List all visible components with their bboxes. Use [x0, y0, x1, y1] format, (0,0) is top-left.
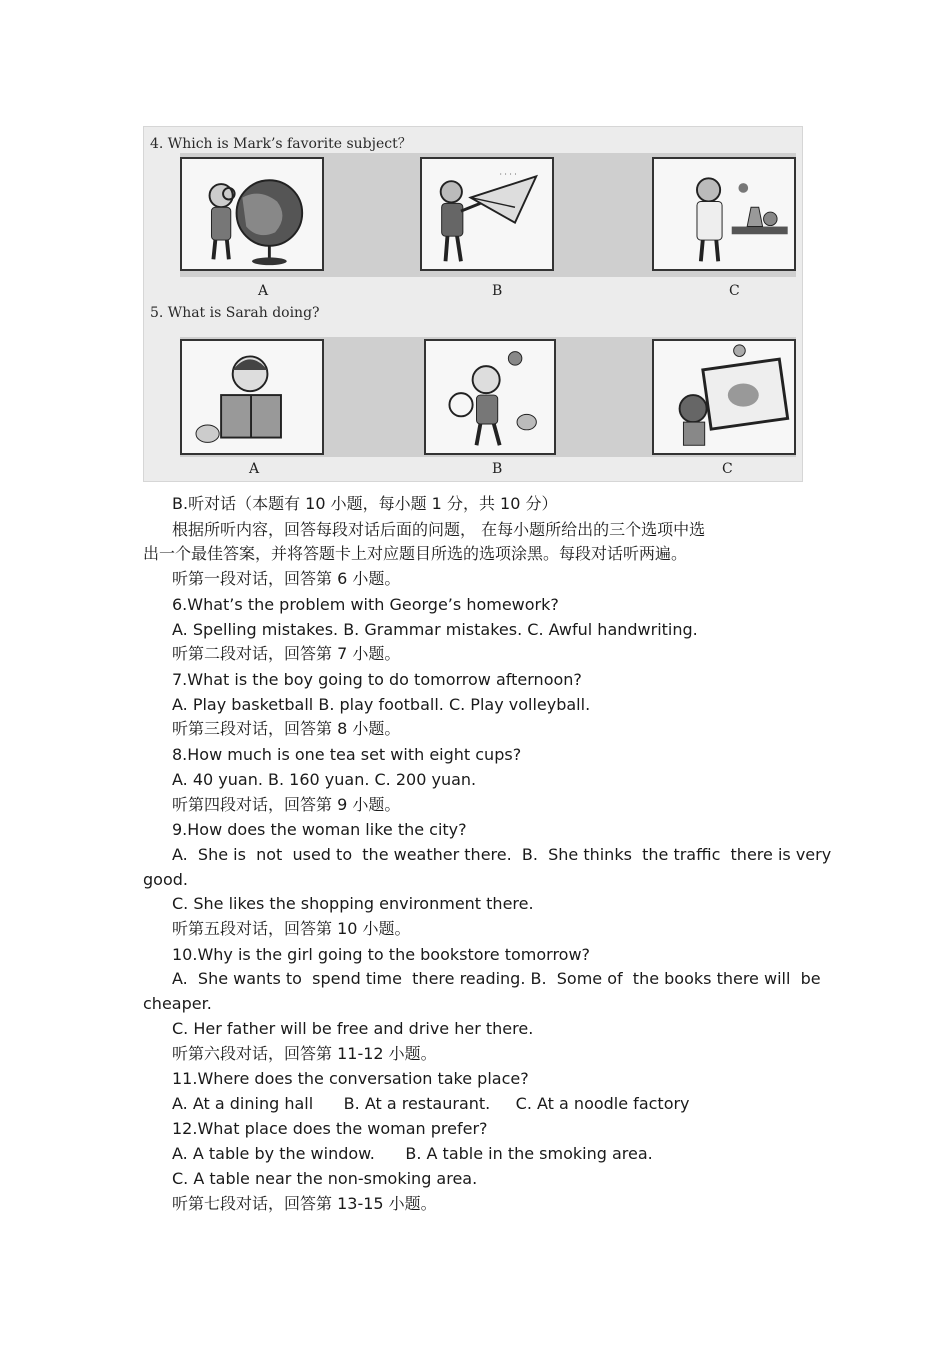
question-10-option-ab: A. She wants to spend time there reading. B. Some of the books there will be — [172, 969, 821, 988]
question-10-option-ab-cont: cheaper. — [143, 994, 212, 1013]
instruction-line-2: 出一个最佳答案，并将答题卡上对应题目所选的选项涂黑。每段对话听两遍。 — [143, 544, 688, 563]
question-4-pictures — [180, 157, 796, 271]
question-6-options: A. Spelling mistakes. B. Grammar mistakes. C. Awful handwriting. — [172, 620, 698, 639]
question-11: 11.Where does the conversation take place? — [172, 1069, 529, 1088]
question-4-label: 4. Which is Mark’s favorite subject？ — [150, 136, 412, 152]
question-5-pictures — [180, 339, 796, 455]
instruction-line-1: 根据所听内容，回答每段对话后面的问题， 在每小题所给出的三个选项中选 — [172, 520, 706, 539]
question-11-options: A. At a dining hall B. At a restaurant. C. At a noodle factory — [172, 1094, 690, 1113]
q4-option-c: C — [729, 283, 740, 299]
question-7: 7.What is the boy going to do tomorrow afternoon? — [172, 670, 582, 689]
question-6: 6.What’s the problem with George’s homework? — [172, 595, 559, 614]
picture-painting — [652, 339, 796, 455]
dialogue-3-heading: 听第三段对话，回答第 8 小题。 — [172, 719, 401, 738]
question-figure — [143, 126, 803, 482]
picture-science-lab — [652, 157, 796, 271]
q4-option-a: A — [258, 283, 269, 299]
question-8-options: A. 40 yuan. B. 160 yuan. C. 200 yuan. — [172, 770, 477, 789]
question-9-option-c: C. She likes the shopping environment there. — [172, 894, 534, 913]
question-10: 10.Why is the girl going to the bookstore tomorrow? — [172, 945, 591, 964]
picture-reading — [180, 339, 324, 455]
picture-paper-plane — [420, 157, 554, 271]
dialogue-6-heading: 听第六段对话，回答第 11-12 小题。 — [172, 1044, 437, 1063]
dialogue-5-heading: 听第五段对话，回答第 10 小题。 — [172, 919, 411, 938]
question-8: 8.How much is one tea set with eight cups? — [172, 745, 522, 764]
picture-tennis — [424, 339, 556, 455]
picture-globe — [180, 157, 324, 271]
dialogue-2-heading: 听第二段对话，回答第 7 小题。 — [172, 644, 401, 663]
q5-option-c: C — [722, 461, 733, 477]
section-heading: B.听对话（本题有 10 小题，每小题 1 分，共 10 分） — [172, 494, 558, 513]
question-9-option-ab-cont: good. — [143, 870, 188, 889]
q4-option-b: B — [492, 283, 503, 299]
q5-option-b: B — [492, 461, 503, 477]
question-7-options: A. Play basketball B. play football. C. Play volleyball. — [172, 695, 591, 714]
dialogue-4-heading: 听第四段对话，回答第 9 小题。 — [172, 795, 401, 814]
question-5-label: 5. What is Sarah doing? — [150, 305, 320, 321]
question-12-option-c: C. A table near the non-smoking area. — [172, 1169, 478, 1188]
question-10-option-c: C. Her father will be free and drive her there. — [172, 1019, 534, 1038]
question-12-option-ab: A. A table by the window. B. A table in the smoking area. — [172, 1144, 653, 1163]
question-12: 12.What place does the woman prefer? — [172, 1119, 488, 1138]
question-9: 9.How does the woman like the city? — [172, 820, 467, 839]
question-9-option-ab: A. She is not used to the weather there. B. She thinks the traffic there is very — [172, 845, 832, 864]
q5-option-a: A — [249, 461, 260, 477]
svg-text:· · · ·: · · · · — [499, 169, 517, 179]
dialogue-7-heading: 听第七段对话，回答第 13-15 小题。 — [172, 1194, 437, 1213]
dialogue-1-heading: 听第一段对话，回答第 6 小题。 — [172, 569, 401, 588]
